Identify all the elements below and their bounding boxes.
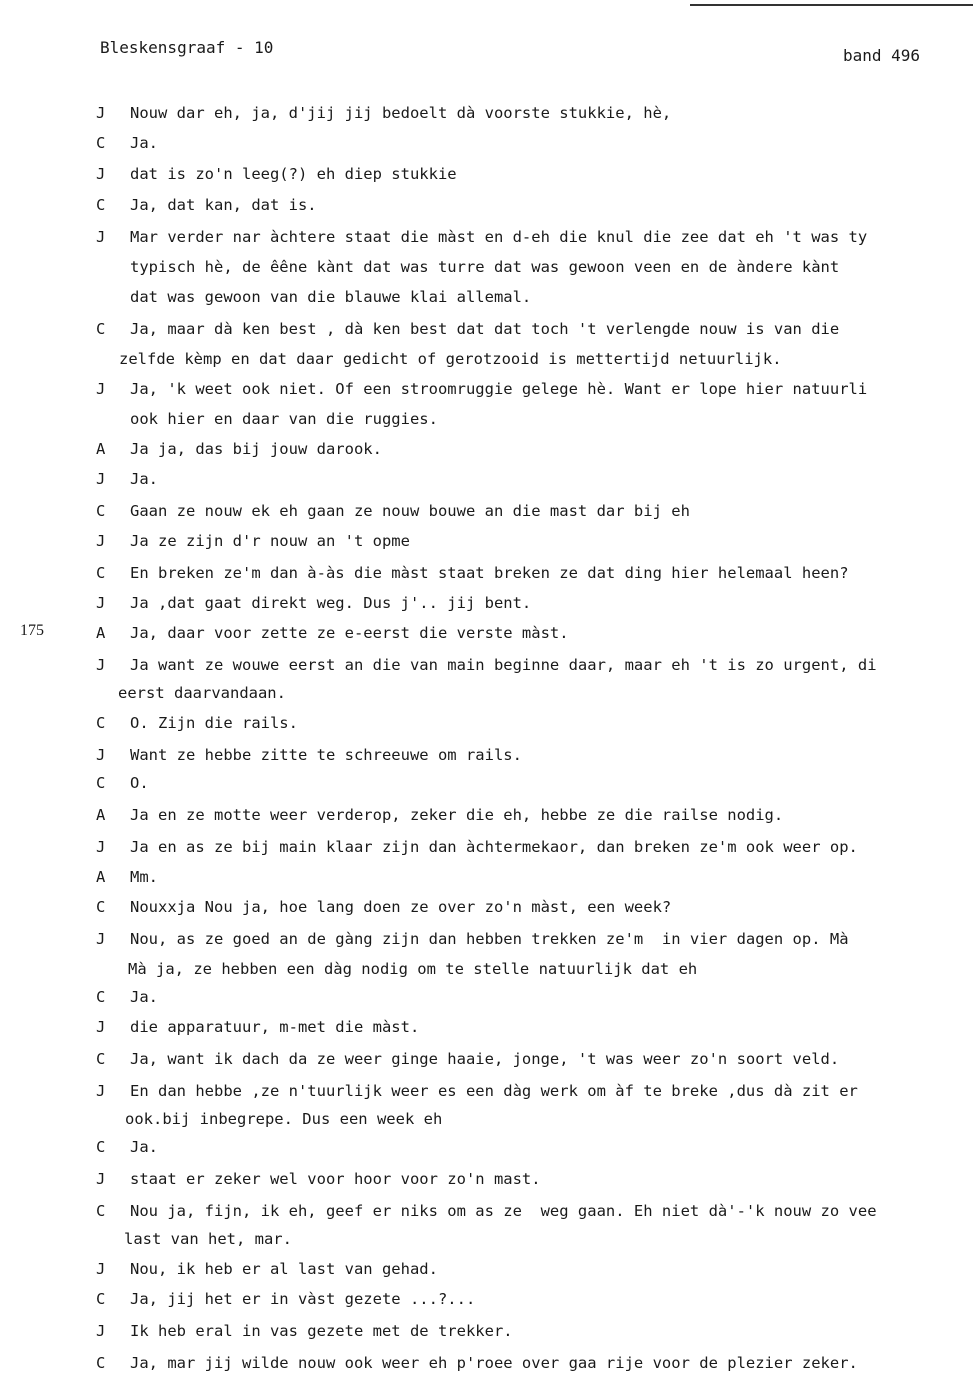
utterance-text: O. Zijn die rails.	[130, 714, 298, 732]
continuation-line: last van het, mar.	[124, 1230, 292, 1248]
continuation-line: eerst daarvandaan.	[118, 684, 286, 702]
utterance-text: Ja want ze wouwe eerst an die van main beginne daar, maar eh 't is zo urgent, di	[130, 656, 877, 674]
speaker-label: J	[96, 594, 106, 612]
utterance-text: Ja, mar jij wilde nouw ook weer eh p'roee over gaa rije voor de plezier zeker.	[130, 1354, 858, 1372]
speaker-label: C	[96, 898, 106, 916]
utterance-text: En dan hebbe ,ze n'tuurlijk weer es een dàg werk om àf te breke ,dus dà zit er	[130, 1082, 858, 1100]
continuation-line: typisch hè, de êêne kànt dat was turre dat was gewoon veen en de àndere kànt	[130, 258, 840, 276]
continuation-line: ook hier en daar van die ruggies.	[130, 410, 438, 428]
speaker-label: C	[96, 502, 106, 520]
margin-line-number: 175	[20, 622, 44, 639]
utterance-text: Ja, daar voor zette ze e-eerst die verste màst.	[130, 624, 569, 642]
speaker-label: C	[96, 1202, 106, 1220]
speaker-label: A	[96, 868, 106, 886]
speaker-label: C	[96, 1050, 106, 1068]
utterance-text: staat er zeker wel voor hoor voor zo'n mast.	[130, 1170, 541, 1188]
speaker-label: C	[96, 1138, 106, 1156]
speaker-label: J	[96, 930, 106, 948]
utterance-text: Nou ja, fijn, ik eh, geef er niks om as ze weg gaan. Eh niet dà'-'k nouw zo vee	[130, 1202, 877, 1220]
speaker-label: J	[96, 532, 106, 550]
continuation-line: ook.bij inbegrepe. Dus een week eh	[125, 1110, 443, 1128]
continuation-line: Mà ja, ze hebben een dàg nodig om te stelle natuurlijk dat eh	[128, 960, 698, 978]
utterance-text: Ja en ze motte weer verderop, zeker die eh, hebbe ze die railse nodig.	[130, 806, 784, 824]
utterance-text: Ja ja, das bij jouw darook.	[130, 440, 382, 458]
utterance-text: Ja, want ik dach da ze weer ginge haaie, jonge, 't was weer zo'n soort veld.	[130, 1050, 840, 1068]
speaker-label: C	[96, 1290, 106, 1308]
utterance-text: Ja en as ze bij main klaar zijn dan àchtermekaor, dan breken ze'm ook weer op.	[130, 838, 858, 856]
utterance-text: Ja, dat kan, dat is.	[130, 196, 317, 214]
utterance-text: Ja, maar dà ken best , dà ken best dat dat toch 't verlengde nouw is van die	[130, 320, 840, 338]
utterance-text: Ja ,dat gaat direkt weg. Dus j'.. jij bent.	[130, 594, 532, 612]
speaker-label: J	[96, 470, 106, 488]
speaker-label: J	[96, 165, 106, 183]
utterance-text: Nou, ik heb er al last van gehad.	[130, 1260, 438, 1278]
speaker-label: C	[96, 134, 106, 152]
utterance-text: Ik heb eral in vas gezete met de trekker.	[130, 1322, 513, 1340]
utterance-text: Nou, as ze goed an de gàng zijn dan hebben trekken ze'm in vier dagen op. Mà	[130, 930, 849, 948]
utterance-text: Nouxxja Nou ja, hoe lang doen ze over zo'n màst, een week?	[130, 898, 672, 916]
utterance-text: Ja.	[130, 988, 158, 1006]
utterance-text: En breken ze'm dan à-às die màst staat breken ze dat ding hier helemaal heen?	[130, 564, 849, 582]
speaker-label: C	[96, 1354, 106, 1372]
speaker-label: J	[96, 838, 106, 856]
speaker-label: J	[96, 104, 106, 122]
speaker-label: J	[96, 1322, 106, 1340]
utterance-text: Want ze hebbe zitte te schreeuwe om rails.	[130, 746, 522, 764]
utterance-text: Mm.	[130, 868, 158, 886]
utterance-text: Gaan ze nouw ek eh gaan ze nouw bouwe an die mast dar bij eh	[130, 502, 690, 520]
speaker-label: C	[96, 564, 106, 582]
speaker-label: J	[96, 1018, 106, 1036]
utterance-text: Ja.	[130, 470, 158, 488]
speaker-label: J	[96, 228, 106, 246]
page-header-title: Bleskensgraaf - 10	[100, 38, 274, 57]
speaker-label: J	[96, 746, 106, 764]
continuation-line: dat was gewoon van die blauwe klai allemal.	[130, 288, 532, 306]
utterance-text: Ja.	[130, 1138, 158, 1156]
speaker-label: A	[96, 624, 106, 642]
speaker-label: J	[96, 1170, 106, 1188]
utterance-text: die apparatuur, m-met die màst.	[130, 1018, 420, 1036]
speaker-label: C	[96, 774, 106, 792]
utterance-text: Nouw dar eh, ja, d'jij jij bedoelt dà voorste stukkie, hè,	[130, 104, 672, 122]
band-number: band 496	[843, 46, 921, 65]
continuation-line: zelfde kèmp en dat daar gedicht of gerotzooid is mettertijd netuurlijk.	[119, 350, 782, 368]
speaker-label: C	[96, 320, 106, 338]
utterance-text: Ja.	[130, 134, 158, 152]
speaker-label: C	[96, 988, 106, 1006]
speaker-label: J	[96, 380, 106, 398]
utterance-text: O.	[130, 774, 149, 792]
speaker-label: J	[96, 1082, 106, 1100]
speaker-label: C	[96, 714, 106, 732]
utterance-text: Mar verder nar àchtere staat die màst en d-eh die knul die zee dat eh 't was ty	[130, 228, 868, 246]
utterance-text: Ja ze zijn d'r nouw an 't opme	[130, 532, 410, 550]
utterance-text: dat is zo'n leeg(?) eh diep stukkie	[130, 165, 457, 183]
speaker-label: A	[96, 440, 106, 458]
speaker-label: J	[96, 1260, 106, 1278]
utterance-text: Ja, jij het er in vàst gezete ...?...	[130, 1290, 476, 1308]
utterance-text: Ja, 'k weet ook niet. Of een stroomruggie gelege hè. Want er lope hier natuurli	[130, 380, 868, 398]
speaker-label: A	[96, 806, 106, 824]
speaker-label: C	[96, 196, 106, 214]
speaker-label: J	[96, 656, 106, 674]
